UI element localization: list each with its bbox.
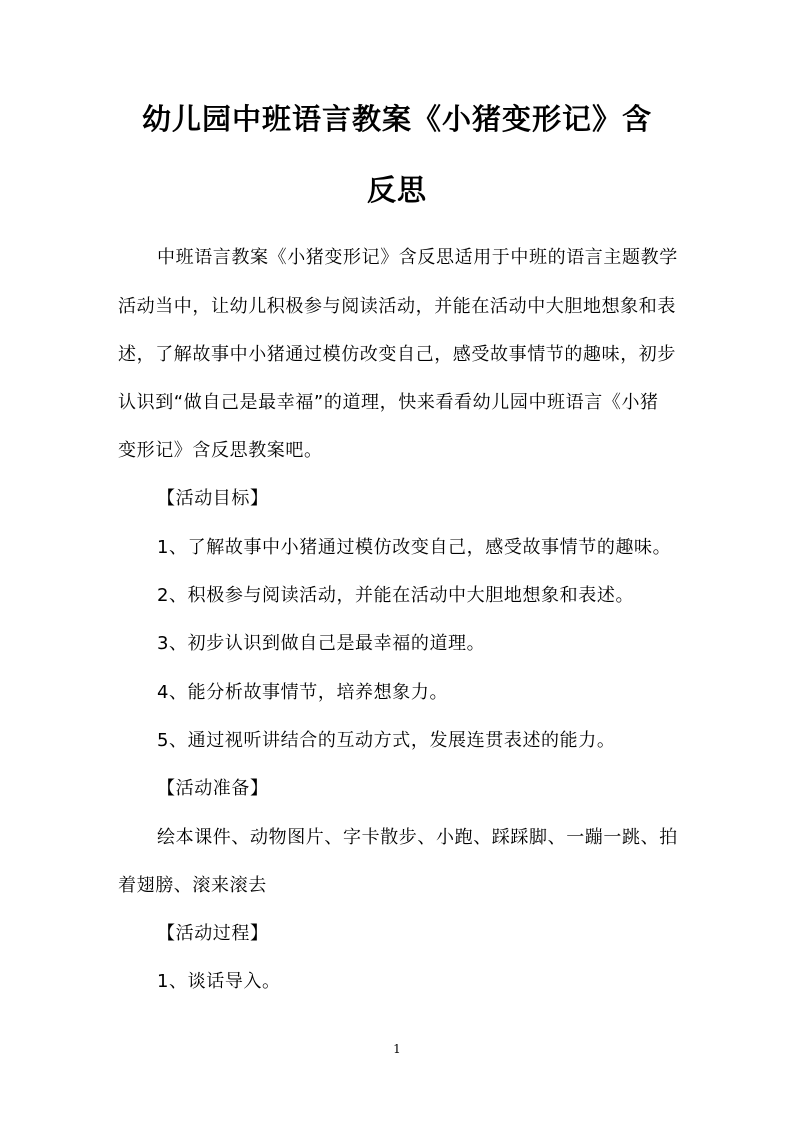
intro-paragraph-line: 变形记》含反思教案吧。 — [118, 440, 323, 461]
intro-paragraph-line: 认识到“做自己是最幸福”的道理，快来看看幼儿园中班语言《小猪 — [118, 392, 659, 413]
goals-heading: 【活动目标】 — [157, 488, 269, 509]
prep-heading: 【活动准备】 — [157, 778, 269, 799]
page-number: 1 — [393, 1042, 401, 1056]
intro-paragraph-line: 中班语言教案《小猪变形记》含反思适用于中班的语言主题教学 — [157, 247, 678, 268]
intro-paragraph-line: 述，了解故事中小猪通过模仿改变自己，感受故事情节的趣味，初步 — [118, 344, 676, 365]
goal-item: 1、了解故事中小猪通过模仿改变自己，感受故事情节的趣味。 — [157, 537, 672, 558]
goal-item: 3、初步认识到做自己是最幸福的道理。 — [157, 633, 486, 654]
goal-item: 5、通过视听讲结合的互动方式，发展连贯表述的能力。 — [157, 730, 616, 751]
process-step: 1、谈话导入。 — [157, 971, 281, 992]
document-title-line-2: 反思 — [366, 173, 427, 207]
prep-paragraph-line: 着翅膀、滚来滚去 — [118, 875, 267, 896]
process-heading: 【活动过程】 — [157, 923, 269, 944]
intro-paragraph-line: 活动当中，让幼儿积极参与阅读活动，并能在活动中大胆地想象和表 — [118, 296, 676, 317]
prep-paragraph-line: 绘本课件、动物图片、字卡散步、小跑、踩踩脚、一蹦一跳、拍 — [157, 827, 678, 848]
document-title-line-1: 幼儿园中班语言教案《小猪变形记》含 — [141, 102, 652, 136]
goal-item: 2、积极参与阅读活动，并能在活动中大胆地想象和表述。 — [157, 585, 635, 606]
goal-item: 4、能分析故事情节，培养想象力。 — [157, 682, 449, 703]
